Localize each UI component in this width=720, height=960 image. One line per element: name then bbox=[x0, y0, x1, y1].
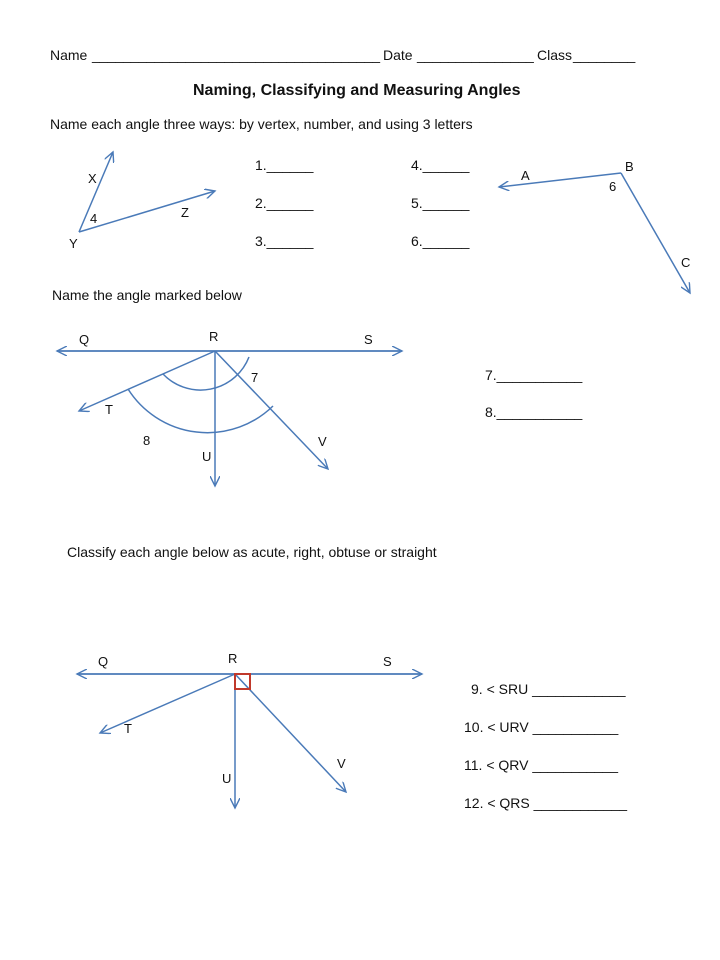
answer-blank-7[interactable]: 7.___________ bbox=[485, 367, 583, 383]
label-4: 4 bbox=[90, 211, 98, 226]
ray-rv bbox=[215, 351, 328, 469]
date-blank[interactable]: _______________ bbox=[417, 47, 534, 63]
question-10[interactable]: 10. < URV ___________ bbox=[464, 719, 619, 735]
answer-blank-5[interactable]: 5.______ bbox=[411, 195, 470, 211]
class-label: Class bbox=[537, 47, 573, 63]
answer-blank-6[interactable]: 6.______ bbox=[411, 233, 470, 249]
answer-blank-8[interactable]: 8.___________ bbox=[485, 404, 583, 420]
ray-rv-2 bbox=[235, 674, 346, 792]
label-y: Y bbox=[69, 236, 78, 251]
label-b: B bbox=[625, 159, 634, 174]
label-s-2: S bbox=[383, 654, 392, 669]
name-blank[interactable]: _____________________________________ bbox=[92, 47, 381, 63]
question-9[interactable]: 9. < SRU ____________ bbox=[471, 681, 626, 697]
answer-blank-1[interactable]: 1.______ bbox=[255, 157, 314, 173]
ray-bc bbox=[621, 173, 690, 293]
label-a: A bbox=[521, 168, 530, 183]
figure-marked-angles bbox=[57, 351, 402, 486]
label-v-2: V bbox=[337, 756, 346, 771]
label-q-2: Q bbox=[98, 654, 109, 669]
page-title: Naming, Classifying and Measuring Angles bbox=[193, 82, 521, 99]
question-12[interactable]: 12. < QRS ____________ bbox=[464, 795, 628, 811]
label-v: V bbox=[318, 434, 327, 449]
ray-rt bbox=[79, 351, 215, 411]
answer-blank-4[interactable]: 4.______ bbox=[411, 157, 470, 173]
ray-ba bbox=[499, 173, 621, 187]
label-s: S bbox=[364, 332, 373, 347]
section3-instruction: Classify each angle below as acute, right, obtuse or straight bbox=[67, 544, 437, 560]
label-r-2: R bbox=[228, 651, 238, 666]
answer-blank-3[interactable]: 3.______ bbox=[255, 233, 314, 249]
label-8: 8 bbox=[143, 433, 151, 448]
answer-blank-2[interactable]: 2.______ bbox=[255, 195, 314, 211]
section2-instruction: Name the angle marked below bbox=[52, 287, 242, 303]
label-x: X bbox=[88, 171, 97, 186]
label-u: U bbox=[202, 449, 212, 464]
label-7: 7 bbox=[251, 370, 259, 385]
ray-yz bbox=[79, 191, 215, 232]
label-u-2: U bbox=[222, 771, 232, 786]
label-6: 6 bbox=[609, 179, 617, 194]
ray-rt-2 bbox=[100, 674, 235, 733]
figure-angle-b bbox=[499, 173, 690, 293]
figure-classify-angles bbox=[77, 674, 422, 808]
class-blank[interactable]: ________ bbox=[573, 47, 636, 63]
date-label: Date bbox=[383, 47, 413, 63]
figure-angle-y bbox=[79, 152, 215, 232]
arc-8 bbox=[128, 389, 273, 433]
label-z: Z bbox=[181, 205, 189, 220]
label-q: Q bbox=[79, 332, 90, 347]
label-t: T bbox=[105, 402, 113, 417]
label-r: R bbox=[209, 329, 219, 344]
name-label: Name bbox=[50, 47, 88, 63]
label-t-2: T bbox=[124, 721, 132, 736]
question-11[interactable]: 11. < QRV ___________ bbox=[464, 757, 618, 773]
label-c: C bbox=[681, 255, 691, 270]
section1-instruction: Name each angle three ways: by vertex, number, and using 3 letters bbox=[50, 116, 473, 132]
